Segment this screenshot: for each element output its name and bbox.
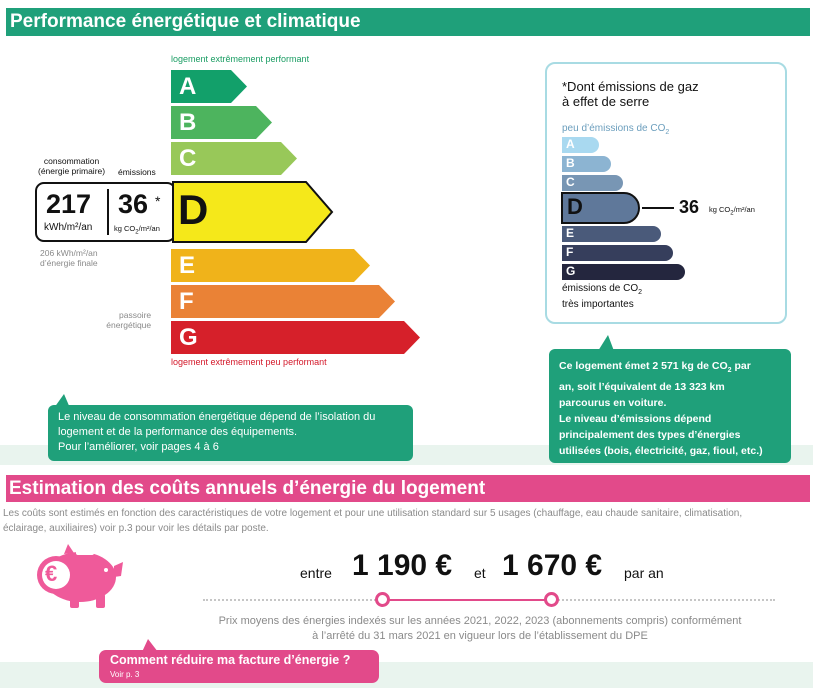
euro-symbol: € [45, 561, 58, 586]
final-energy-line2: d’énergie finale [40, 258, 98, 268]
section-header-performance [6, 8, 810, 36]
info-line: Le niveau d’émissions dépend [559, 413, 712, 426]
ges-class-letter: G [566, 264, 576, 278]
ges-class-letter: B [566, 156, 575, 170]
label-extremely-inefficient: logement extrêmement peu performant [171, 357, 327, 367]
ges-class-letter: E [566, 226, 575, 240]
passoire-label [106, 310, 151, 330]
consumption-unit: kWh/m²/an [44, 222, 93, 233]
energy-class-letter: A [179, 73, 197, 100]
current-energy-class-letter: D [178, 186, 209, 233]
emissions-unit-main: kg CO [114, 224, 136, 233]
ges-low-text: peu d’émissions de CO [562, 123, 666, 134]
energy-class-letter: E [179, 252, 196, 279]
reduce-bill-label: Comment réduire ma facture d’énergie ? [110, 653, 351, 667]
emissions-unit-tail: /m²/an [138, 224, 160, 233]
energy-class-bar-c [171, 142, 297, 175]
ges-class-bar-e [562, 226, 661, 242]
energy-class-letter: G [179, 324, 198, 351]
info-line: logement et de la performance des équipements. [58, 426, 298, 438]
consumption-info-bubble [48, 405, 413, 461]
ges-unit-sub: 2 [730, 210, 734, 217]
label-extremely-efficient: logement extrêmement performant [171, 54, 310, 64]
costs-description-line1: Les coûts sont estimés en fonction des caractéristiques de votre logement et pour une utilisation standard sur 5 usages (chauffage, eau chaude sanitaire, climatisation, [3, 508, 743, 519]
ges-class-bar-f [562, 245, 673, 261]
section-title: Performance énergétique et climatique [10, 11, 361, 32]
cost-range-per-year: par an [624, 565, 664, 581]
emissions-unit [114, 224, 160, 236]
ges-high-sub: 2 [638, 289, 643, 296]
reduce-bill-link[interactable] [99, 650, 379, 683]
ges-value-connector [642, 207, 674, 209]
ges-title-line1: *Dont émissions de gaz [562, 79, 699, 94]
ges-class-letter: A [566, 137, 575, 151]
emissions-asterisk: * [155, 193, 161, 209]
info-text: par [731, 360, 751, 372]
emissions-label: émissions [118, 167, 156, 177]
emissions-unit-sub: 2 [135, 229, 139, 236]
cost-max-marker [544, 592, 559, 607]
consumption-label-line1: consommation [43, 156, 100, 166]
ges-class-bar-g [562, 264, 685, 280]
info-line: Le niveau de consommation énergétique dépend de l’isolation du [58, 411, 376, 423]
energy-class-bar-g [171, 321, 420, 354]
cost-min: 1 190 € [352, 549, 453, 582]
energy-class-bar-e [171, 249, 370, 282]
cost-max: 1 670 € [502, 549, 603, 582]
consumption-label [38, 156, 105, 176]
ges-current-class-letter: D [567, 194, 583, 219]
info-text: Ce logement émet 2 571 kg de CO [559, 360, 728, 372]
reduce-bill-sub: Voir p. 3 [110, 670, 140, 679]
final-energy-label [40, 248, 98, 268]
info-line: utilisées (bois, électricité, gaz, fioul, etc.) [559, 445, 763, 458]
consumption-value: 217 [46, 189, 92, 219]
cost-range-fill [382, 599, 552, 601]
energy-class-letter: C [179, 145, 197, 172]
section-title: Estimation des coûts annuels d’énergie du logement [9, 478, 486, 499]
ges-class-bar-b [562, 156, 611, 172]
passoire-line2: énergétique [106, 320, 152, 330]
ges-unit [709, 205, 755, 217]
ges-unit-main: kg CO [709, 205, 731, 214]
info-line: parcourus en voiture. [559, 397, 667, 410]
ges-low-label [562, 123, 669, 136]
consumption-label-line2: (énergie primaire) [38, 166, 106, 176]
info-line: an, soit l’équivalent de 13 323 km [559, 381, 725, 394]
value-separator [107, 189, 109, 235]
price-note [180, 614, 780, 644]
emissions-info-bubble [549, 349, 791, 463]
cost-range-et: et [474, 565, 486, 581]
ges-unit-tail: /m²/an [733, 205, 755, 214]
ges-high-text: émissions de CO [562, 283, 639, 294]
ges-title [562, 79, 699, 109]
final-energy-line1: 206 kWh/m²/an [40, 248, 98, 258]
passoire-line1: passoire [119, 310, 152, 320]
ges-value: 36 [679, 197, 700, 217]
energy-class-bar-b [171, 106, 272, 139]
cost-min-marker [375, 592, 390, 607]
ges-high-line2: très importantes [562, 299, 634, 310]
price-note-line2: à l’arrêté du 31 mars 2021 en vigueur lors de l’établissement du DPE [312, 630, 648, 642]
ges-class-bar-c [562, 175, 623, 191]
ges-class-bar-a [562, 137, 599, 153]
cost-range-entre: entre [300, 565, 332, 581]
info-line [559, 358, 781, 379]
price-note-line1: Prix moyens des énergies indexés sur les années 2021, 2022, 2023 (abonnements compris) conformément [218, 615, 742, 627]
energy-class-bar-a [171, 70, 247, 103]
emissions-value: 36 [118, 189, 149, 219]
ges-class-letter: C [566, 175, 575, 189]
info-line: Pour l’améliorer, voir pages 4 à 6 [58, 441, 219, 453]
ges-low-sub: 2 [665, 129, 670, 136]
ges-high-line1 [562, 283, 642, 299]
info-line: principalement des types d’énergies [559, 429, 741, 442]
energy-class-letter: F [179, 288, 194, 315]
ges-class-letter: F [566, 245, 574, 259]
ges-title-line2: à effet de serre [562, 94, 650, 109]
info-sub: 2 [727, 367, 732, 375]
costs-description-line2: éclairage, auxiliaires) voir p.3 pour voir les détails par poste. [3, 523, 269, 534]
costs-description [3, 506, 811, 536]
section-header-costs [6, 475, 810, 502]
energy-class-bar-f [171, 285, 395, 318]
energy-class-letter: B [179, 109, 197, 136]
ges-high-label [562, 283, 642, 311]
